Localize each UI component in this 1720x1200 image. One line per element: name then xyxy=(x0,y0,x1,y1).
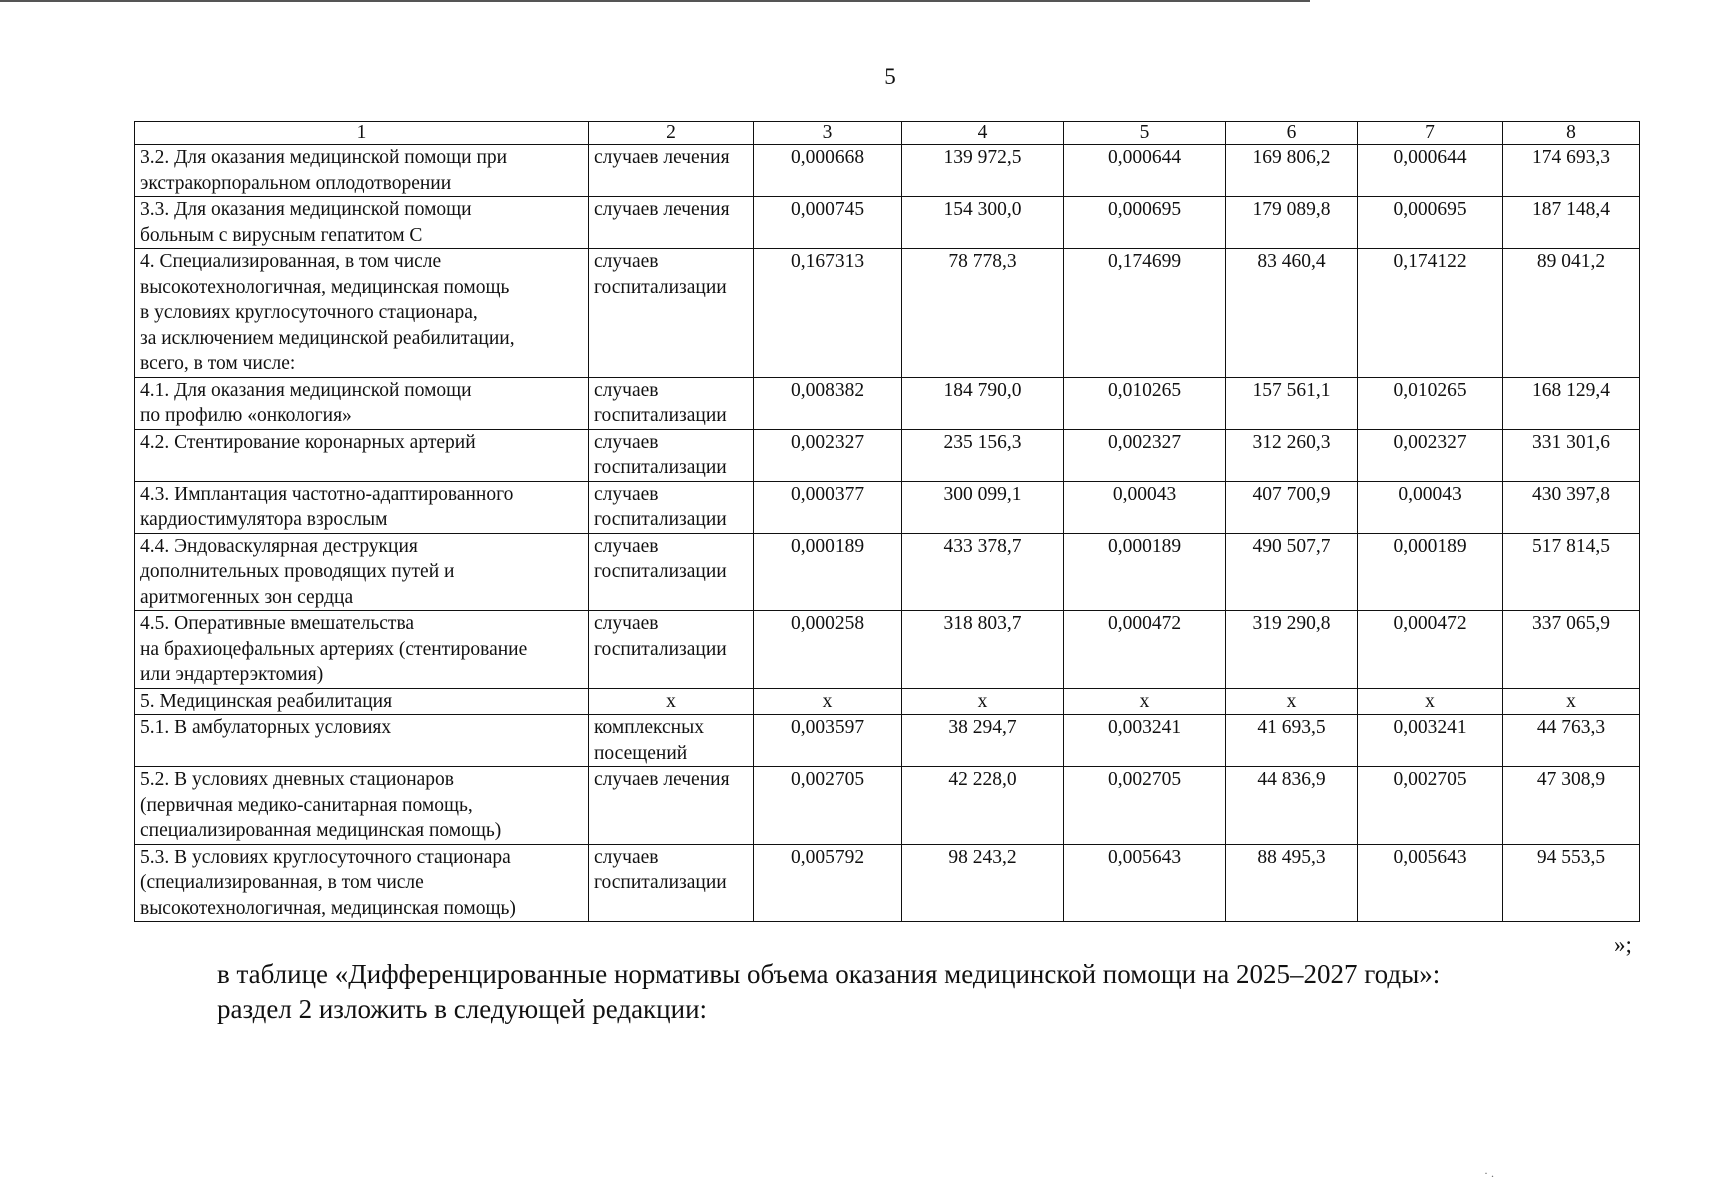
row-name-line: 5.3. В условиях круглосуточного стационара xyxy=(140,846,511,868)
row-value: 0,010265 xyxy=(1358,377,1503,429)
row-value: 0,000668 xyxy=(754,145,902,197)
row-name-line: на брахиоцефальных артериях (стентирование xyxy=(140,638,528,660)
row-value: 0,005643 xyxy=(1064,844,1226,922)
row-unit-line: случаев xyxy=(594,251,659,272)
row-unit xyxy=(589,377,754,429)
column-number: 5 xyxy=(1064,122,1226,145)
row-name-line: кардиостимулятора взрослым xyxy=(140,509,388,530)
row-unit-line: госпитализации xyxy=(594,509,727,530)
row-unit xyxy=(589,688,754,715)
row-value: 0,000745 xyxy=(754,197,902,249)
row-unit-line: случаев xyxy=(594,483,659,505)
table-row xyxy=(135,145,1640,197)
row-value: 44 763,3 xyxy=(1503,715,1640,767)
row-name xyxy=(135,844,589,922)
row-value: 331 301,6 xyxy=(1503,429,1640,481)
row-value: 0,000644 xyxy=(1064,145,1226,197)
row-name xyxy=(135,145,589,197)
row-name xyxy=(135,197,589,249)
table-row xyxy=(135,481,1640,533)
table-row xyxy=(135,767,1640,845)
row-name xyxy=(135,377,589,429)
column-number: 8 xyxy=(1503,122,1640,145)
row-value: 41 693,5 xyxy=(1226,715,1358,767)
column-number: 2 xyxy=(589,122,754,145)
row-value: х xyxy=(1358,688,1503,715)
row-value: 47 308,9 xyxy=(1503,767,1640,845)
row-value: 0,008382 xyxy=(754,377,902,429)
row-value: 94 553,5 xyxy=(1503,844,1640,922)
row-unit xyxy=(589,533,754,611)
row-value: 169 806,2 xyxy=(1226,145,1358,197)
row-name-line: в условиях круглосуточного стационара, xyxy=(140,302,478,323)
row-value: 318 803,7 xyxy=(902,611,1064,689)
row-name xyxy=(135,481,589,533)
table-row xyxy=(135,533,1640,611)
row-name xyxy=(135,767,589,845)
row-unit xyxy=(589,481,754,533)
row-name-line: экстракорпоральном оплодотворении xyxy=(140,172,452,194)
row-value: 168 129,4 xyxy=(1503,377,1640,429)
row-name xyxy=(135,429,589,481)
row-value: 0,000472 xyxy=(1358,611,1503,689)
row-name-line: по профилю «онкология» xyxy=(140,405,352,426)
row-unit-line: госпитализации xyxy=(594,276,727,298)
column-number: 4 xyxy=(902,122,1064,145)
row-value: 174 693,3 xyxy=(1503,145,1640,197)
row-value: 179 089,8 xyxy=(1226,197,1358,249)
row-unit-line: случаев лечения xyxy=(594,769,730,790)
row-value: 0,000189 xyxy=(1358,533,1503,611)
table-row xyxy=(135,715,1640,767)
row-value: 0,000644 xyxy=(1358,145,1503,197)
row-name xyxy=(135,249,589,378)
row-unit xyxy=(589,249,754,378)
row-value: 98 243,2 xyxy=(902,844,1064,922)
row-name-line: высокотехнологичная, медицинская помощь xyxy=(140,276,510,298)
row-name-line: высокотехнологичная, медицинская помощь) xyxy=(140,897,516,919)
row-value: х xyxy=(754,688,902,715)
row-value: 0,000472 xyxy=(1064,611,1226,689)
row-value: 312 260,3 xyxy=(1226,429,1358,481)
row-value: 0,002705 xyxy=(1064,767,1226,845)
row-name-line: 3.2. Для оказания медицинской помощи при xyxy=(140,147,508,168)
row-value: 187 148,4 xyxy=(1503,197,1640,249)
row-unit xyxy=(589,197,754,249)
instruction-line: в таблице «Дифференцированные нормативы объема оказания медицинской помощи на 2025–2027 годы»: xyxy=(217,959,1441,989)
table-row xyxy=(135,197,1640,249)
row-name-line: 4.4. Эндоваскулярная деструкция xyxy=(140,535,418,557)
table-row xyxy=(135,377,1640,429)
row-unit xyxy=(589,611,754,689)
row-name-line: 5. Медицинская реабилитация xyxy=(140,690,393,712)
row-value: 319 290,8 xyxy=(1226,611,1358,689)
row-name-line: 4.2. Стентирование коронарных артерий xyxy=(140,431,476,453)
row-name-line: 5.2. В условиях дневных стационаров xyxy=(140,769,454,790)
row-name-line: 4.1. Для оказания медицинской помощи xyxy=(140,379,472,401)
closing-quote: »; xyxy=(1614,932,1632,957)
row-value: 157 561,1 xyxy=(1226,377,1358,429)
row-value: 430 397,8 xyxy=(1503,481,1640,533)
row-value: 490 507,7 xyxy=(1226,533,1358,611)
row-unit-line: госпитализации xyxy=(594,872,727,893)
row-value: 0,000695 xyxy=(1358,197,1503,249)
row-unit-line: случаев xyxy=(594,431,659,453)
row-value: 235 156,3 xyxy=(902,429,1064,481)
row-value: х xyxy=(1064,688,1226,715)
column-number: 7 xyxy=(1358,122,1503,145)
row-value: 0,000377 xyxy=(754,481,902,533)
row-name-line: аритмогенных зон сердца xyxy=(140,586,354,608)
column-number: 1 xyxy=(135,122,589,145)
row-value: х xyxy=(1503,688,1640,715)
row-value: 44 836,9 xyxy=(1226,767,1358,845)
row-value: 0,010265 xyxy=(1064,377,1226,429)
row-value: 0,003241 xyxy=(1358,715,1503,767)
row-value: 0,003597 xyxy=(754,715,902,767)
row-unit xyxy=(589,429,754,481)
row-value: х xyxy=(902,688,1064,715)
row-value: 337 065,9 xyxy=(1503,611,1640,689)
row-unit-line: х xyxy=(666,690,676,712)
table-body xyxy=(135,122,1640,922)
row-value: 0,174699 xyxy=(1064,249,1226,378)
row-value: 0,005643 xyxy=(1358,844,1503,922)
table-row xyxy=(135,844,1640,922)
row-unit xyxy=(589,844,754,922)
row-value: 0,003241 xyxy=(1064,715,1226,767)
row-unit-line: госпитализации xyxy=(594,561,727,582)
row-value: 184 790,0 xyxy=(902,377,1064,429)
table-row xyxy=(135,688,1640,715)
row-value: 88 495,3 xyxy=(1226,844,1358,922)
row-unit-line: случаев лечения xyxy=(594,199,730,220)
row-name-line: (специализированная, в том числе xyxy=(140,872,424,893)
row-value: 139 972,5 xyxy=(902,145,1064,197)
table-row xyxy=(135,249,1640,378)
row-unit xyxy=(589,145,754,197)
row-value: 300 099,1 xyxy=(902,481,1064,533)
row-unit-line: госпитализации xyxy=(594,638,727,660)
row-name-line: 5.1. В амбулаторных условиях xyxy=(140,717,392,738)
row-value: 517 814,5 xyxy=(1503,533,1640,611)
row-unit-line: госпитализации xyxy=(594,405,727,426)
row-value: 0,005792 xyxy=(754,844,902,922)
row-value: х xyxy=(1226,688,1358,715)
row-value: 0,002705 xyxy=(754,767,902,845)
row-name-line: или эндартерэктомия) xyxy=(140,664,324,685)
instruction-line: раздел 2 изложить в следующей редакции: xyxy=(217,994,708,1024)
row-value: 0,002327 xyxy=(754,429,902,481)
row-value: 89 041,2 xyxy=(1503,249,1640,378)
row-value: 0,000189 xyxy=(1064,533,1226,611)
row-unit-line: госпитализации xyxy=(594,457,727,478)
row-value: 42 228,0 xyxy=(902,767,1064,845)
row-unit-line: случаев xyxy=(594,846,659,868)
row-name-line: 4. Специализированная, в том числе xyxy=(140,251,442,272)
column-number: 3 xyxy=(754,122,902,145)
row-value: 78 778,3 xyxy=(902,249,1064,378)
row-unit xyxy=(589,715,754,767)
row-value: 0,002705 xyxy=(1358,767,1503,845)
table-row xyxy=(135,429,1640,481)
table-row xyxy=(135,611,1640,689)
scan-specks: · . xyxy=(1484,1166,1494,1180)
instruction-text xyxy=(217,957,1617,1027)
row-name xyxy=(135,688,589,715)
row-name-line: 4.5. Оперативные вмешательства xyxy=(140,613,415,634)
row-value: 38 294,7 xyxy=(902,715,1064,767)
row-name xyxy=(135,715,589,767)
row-value: 0,00043 xyxy=(1064,481,1226,533)
row-name xyxy=(135,533,589,611)
row-unit xyxy=(589,767,754,845)
row-value: 433 378,7 xyxy=(902,533,1064,611)
top-rule xyxy=(0,0,1310,2)
row-unit-line: посещений xyxy=(594,742,688,764)
row-value: 83 460,4 xyxy=(1226,249,1358,378)
row-value: 0,000258 xyxy=(754,611,902,689)
norms-table xyxy=(134,121,1640,922)
row-name-line: всего, в том числе: xyxy=(140,353,296,374)
row-value: 0,000695 xyxy=(1064,197,1226,249)
row-value: 0,002327 xyxy=(1358,429,1503,481)
header-row xyxy=(135,122,1640,145)
row-value: 0,167313 xyxy=(754,249,902,378)
page-number: 5 xyxy=(884,64,896,89)
row-value: 0,174122 xyxy=(1358,249,1503,378)
row-name-line: 3.3. Для оказания медицинской помощи xyxy=(140,199,472,220)
row-value: 0,002327 xyxy=(1064,429,1226,481)
column-number: 6 xyxy=(1226,122,1358,145)
row-unit-line: комплексных xyxy=(594,717,704,738)
row-value: 154 300,0 xyxy=(902,197,1064,249)
row-unit-line: случаев xyxy=(594,379,659,401)
row-name-line: (первичная медико-санитарная помощь, xyxy=(140,794,473,816)
row-value: 0,00043 xyxy=(1358,481,1503,533)
row-unit-line: случаев xyxy=(594,535,659,557)
row-unit-line: случаев xyxy=(594,613,659,634)
row-name-line: больным с вирусным гепатитом С xyxy=(140,224,423,246)
row-name-line: специализированная медицинская помощь) xyxy=(140,820,502,841)
row-unit-line: случаев лечения xyxy=(594,147,730,168)
row-name-line: дополнительных проводящих путей и xyxy=(140,561,455,582)
row-name xyxy=(135,611,589,689)
row-name-line: 4.3. Имплантация частотно-адаптированного xyxy=(140,483,514,505)
row-name-line: за исключением медицинской реабилитации, xyxy=(140,327,515,349)
row-value: 0,000189 xyxy=(754,533,902,611)
row-value: 407 700,9 xyxy=(1226,481,1358,533)
